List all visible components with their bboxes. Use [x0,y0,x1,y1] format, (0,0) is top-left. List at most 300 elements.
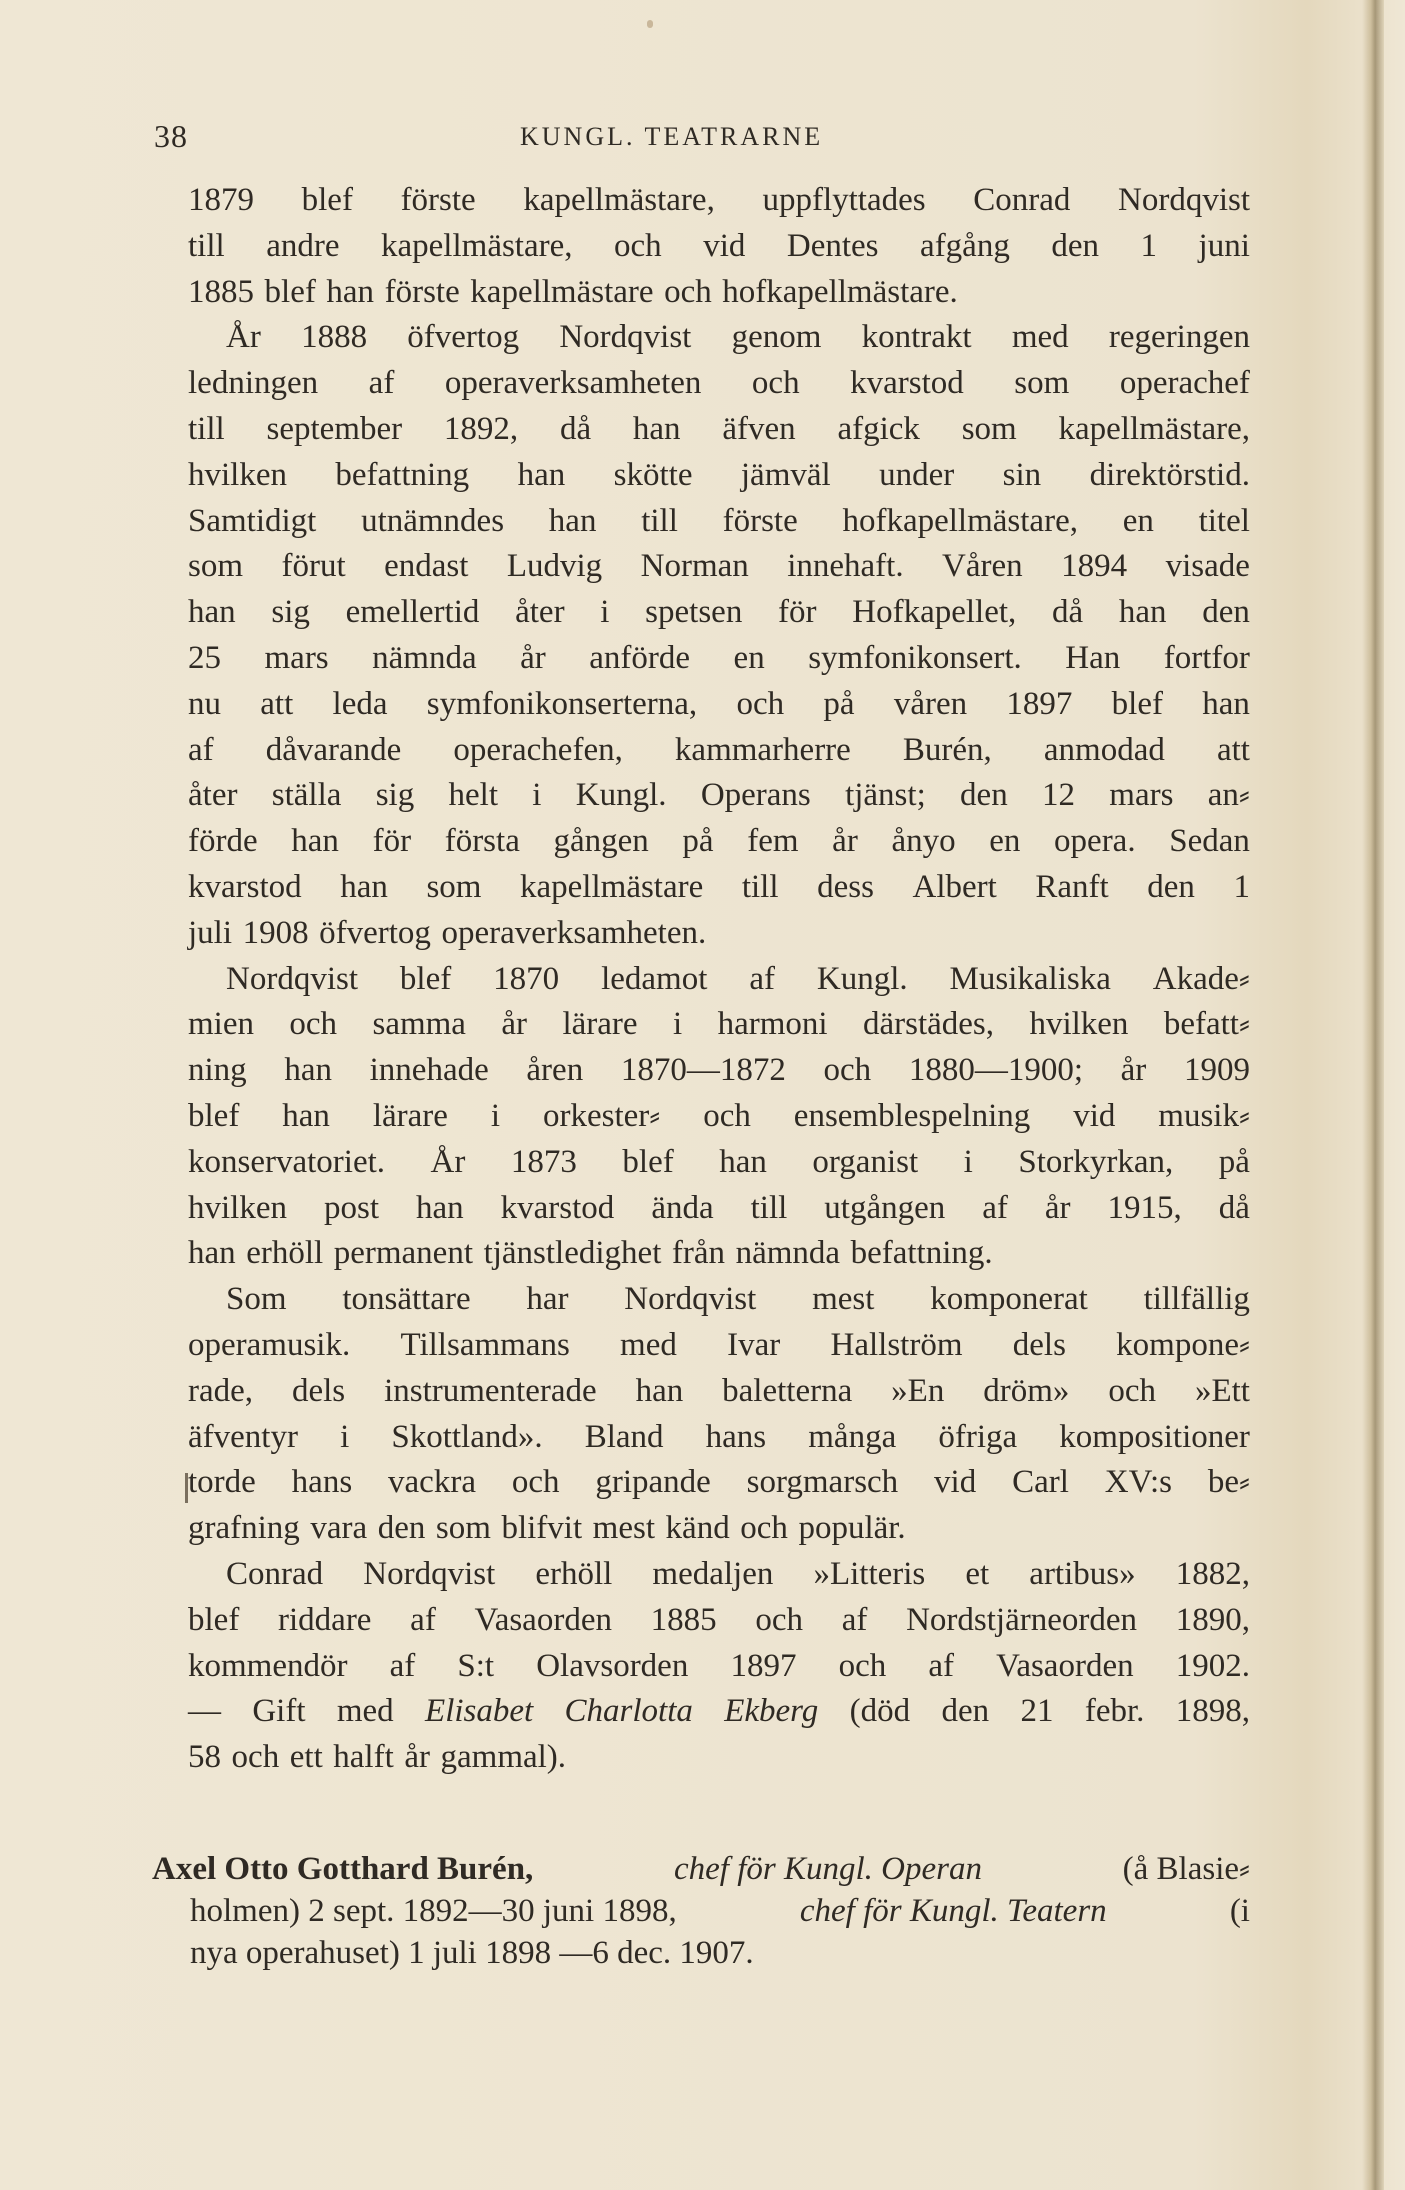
entry-text: (å Blasie⸗ [1122,1851,1250,1887]
word: fortfor [1163,639,1250,676]
text-line [188,728,1250,774]
word: leda [332,685,388,722]
word: mien [188,1006,254,1043]
text-line [188,453,1250,499]
word: blef [399,960,452,997]
word: ända [651,1189,714,1226]
word: 1888 [301,319,368,356]
word: i [600,594,610,631]
word: och [289,1006,338,1043]
word: under [879,456,955,493]
word: förde [188,823,258,860]
word: kvarstod [850,365,964,402]
word: nämnda [735,1235,841,1272]
word: han [1118,594,1167,631]
entry-text: holmen) 2 sept. 1892—30 juni 1898, [190,1893,677,1929]
word: i [340,1418,350,1455]
word: 1908 [242,914,309,951]
word: öfriga [938,1418,1018,1455]
word: år [1044,1189,1071,1226]
word: 1885 [650,1601,717,1638]
word: 25 [188,639,221,676]
word: 1892, [443,410,519,447]
paper-speck [647,20,653,28]
word: konservatoriet. [188,1143,386,1180]
running-title: KUNGL. TEATRARNE [520,122,824,151]
word: Tillsammans [400,1326,570,1363]
word: opera. [1054,823,1136,860]
word: första [444,823,520,860]
word: 1915, [1107,1189,1182,1226]
word: ånyo [891,823,956,860]
word: harmoni [717,1006,828,1043]
word: då [1052,594,1084,631]
word: och [664,273,712,310]
word: kontrakt [861,319,972,356]
word: han [282,1097,330,1134]
word: dåvarande [265,731,402,768]
word: af [389,1647,416,1684]
word: som [426,868,482,905]
word: dels [291,1372,346,1409]
word: sig [375,777,415,814]
word: post [323,1189,379,1226]
word: och [511,1464,560,1501]
word: mars [1109,777,1174,814]
word: hvilken [188,456,287,493]
word: S:t [457,1647,495,1684]
word: anförde [589,639,691,676]
word: Elisabet [425,1693,534,1730]
word: år [404,1739,430,1776]
word: 21 [1020,1693,1054,1730]
word: 12 [1042,777,1075,814]
word: innehade [369,1052,489,1089]
word: gången [553,823,649,860]
word: fem [747,823,799,860]
word: dess [817,868,874,905]
word: blef [301,182,353,218]
word: blef [188,1097,240,1134]
word: 1909 [1183,1052,1250,1089]
word: för [778,594,817,631]
word: vara [310,1510,368,1547]
word: Nordqvist [624,1281,757,1318]
word: Som [226,1281,287,1318]
word: Charlotta [564,1693,693,1730]
word: Vasaorden [996,1647,1134,1684]
word: öfvertog [407,319,520,356]
word: Akade⸗ [1152,960,1250,997]
word: en [1122,502,1154,539]
word: som [435,1510,491,1547]
text-line [188,1140,1250,1186]
word: i [490,1097,501,1134]
word: på [1218,1143,1250,1180]
word: baletterna [722,1372,853,1409]
word: att [1216,731,1250,768]
word: kapellmästare, [381,227,573,264]
word: han [291,823,339,860]
word: visade [1165,548,1250,585]
word: (död [849,1693,911,1730]
word: et [965,1555,990,1592]
word: af [982,1189,1008,1226]
word: på [682,823,714,860]
word: »Ett [1194,1372,1250,1409]
word: och [703,1097,751,1134]
word: Skottland». [391,1418,543,1455]
word: Musikaliska [949,960,1111,997]
word: och [823,1052,872,1089]
word: och [1108,1372,1157,1409]
word: 1880—1900; [908,1052,1083,1089]
text-line [188,911,1250,957]
word: titel [1198,502,1250,539]
entry-line [152,1890,1250,1932]
word: han [416,1189,464,1226]
word: år [832,823,858,860]
word: september [266,410,403,447]
word: en [989,823,1021,860]
word: permanent [333,1235,474,1272]
word: och [736,685,785,722]
word: operaverksamheten. [441,914,707,951]
word: 1898, [1175,1693,1250,1730]
word: kapellmästare [520,868,704,905]
word: populär. [798,1510,906,1547]
word: symfonikonsert. [808,639,1022,676]
word: förste [400,182,476,218]
word: uppflyttades [762,182,926,218]
word: till [641,502,678,539]
word: 1882, [1175,1555,1250,1592]
text-line [188,636,1250,682]
word: han [719,1143,767,1180]
word: instrumenterade [384,1372,597,1409]
word: af [841,1601,868,1638]
word: Hallström [830,1326,963,1363]
word: ett [289,1739,323,1776]
word: till [188,410,225,447]
word: vid [1073,1097,1116,1134]
word: blifvit [501,1510,583,1547]
word: grafning [188,1510,300,1547]
word: gammal). [440,1739,567,1776]
word: af [749,960,775,997]
text-line [188,1231,1250,1277]
word: som [961,410,1017,447]
word: vid [934,1464,977,1501]
word: Nordqvist [559,319,692,356]
word: Ranft [1035,868,1109,905]
word: Nordqvist [226,960,358,997]
word: musik⸗ [1158,1097,1250,1134]
word: blef [1111,685,1163,722]
word: från [671,1235,726,1272]
word: jämväl [740,456,831,493]
text-line [188,1048,1250,1094]
word: 58 [188,1739,221,1776]
word: äfven [722,410,796,447]
word: han [635,1372,684,1409]
word: 1885 [188,273,254,310]
word: Gift [252,1693,306,1730]
word: be⸗ [1207,1464,1250,1501]
text-line [188,1460,1250,1506]
page-gutter-shadow [1362,0,1384,2190]
word: och [751,365,800,402]
word: förste [384,273,460,310]
word: innehaft. [787,548,904,585]
word: ning [188,1052,247,1089]
word: riddare [278,1601,372,1638]
text-line [188,1369,1250,1415]
word: i [672,1006,683,1043]
text-line [188,178,1250,224]
entry-text: nya operahuset) 1 juli 1898 —6 dec. 1907. [190,1935,754,1971]
text-line [188,1735,1250,1781]
word: har [526,1281,569,1318]
running-head [0,118,1405,158]
word: erhöll [535,1555,613,1592]
word: kvarstod [188,868,302,905]
word: halft [333,1739,394,1776]
entry-role: chef för Kungl. Teatern [799,1893,1107,1929]
word: med [620,1326,677,1363]
word: 1890, [1175,1601,1250,1638]
word: 1902. [1175,1647,1250,1684]
text-line [188,270,1250,316]
word: Sedan [1169,823,1250,860]
word: våren [893,685,968,722]
word: genom [731,319,822,356]
word: af [368,365,395,402]
word: Nordstjärneorden [906,1601,1137,1638]
word: 1 [1233,868,1250,905]
text-line [188,773,1250,819]
word: då [1218,1189,1250,1226]
word: endast [384,548,469,585]
word: den [941,1693,990,1730]
word: Storkyrkan, [1018,1143,1174,1180]
word: kapellmästare, [523,182,715,218]
word: hans [705,1418,767,1455]
word: nämnda [372,639,477,676]
text-line [188,407,1250,453]
word: — [188,1693,221,1730]
word: År [430,1143,466,1180]
word: spetsen [645,594,743,631]
word: han [632,410,681,447]
word: febr. [1084,1693,1145,1730]
word: lärare [372,1097,448,1134]
word: kvarstod [500,1189,615,1226]
word: den [1202,594,1250,631]
entry-text: (i [1229,1893,1250,1929]
word: gripande [595,1464,711,1501]
word: juli [188,914,233,951]
word: ensemblespelning [793,1097,1031,1134]
word: känd [665,1510,730,1547]
text-line [188,865,1250,911]
word: anmodad [1043,731,1165,768]
word: med [336,1693,394,1730]
word: samma [372,1006,466,1043]
word: hvilken [188,1189,287,1226]
word: som [188,548,244,585]
word: därstädes, [862,1006,995,1043]
word: till [750,1189,788,1226]
word: kompone⸗ [1116,1326,1250,1363]
entry-name: Axel Otto Gotthard Burén, [152,1851,534,1887]
word: Ivar [727,1326,781,1363]
word: den [1051,227,1100,264]
word: och [231,1739,280,1776]
word: utgången [824,1189,946,1226]
word: hvilken [1029,1006,1129,1043]
text-line [188,957,1250,1003]
word: till [741,868,779,905]
word: han [517,456,566,493]
word: lärare [562,1006,638,1043]
entry-line [152,1932,1250,1974]
word: rade, [188,1372,254,1409]
word: Norman [640,548,749,585]
word: kammarherre [674,731,851,768]
word: och [740,1510,788,1547]
word: han [188,594,236,631]
word: komponerat [930,1281,1088,1318]
word: dröm» [983,1372,1070,1409]
word: Samtidigt [188,502,317,539]
body-text [188,178,1250,1781]
text-line [188,224,1250,270]
text-line [188,1506,1250,1552]
text-line [188,1277,1250,1323]
word: han [284,1052,332,1089]
word: operaverksamheten [444,365,702,402]
word: en [733,639,765,676]
word: i [532,777,542,814]
word: af [928,1647,955,1684]
word: andre [266,227,340,264]
word: på [823,685,855,722]
text-line [188,1186,1250,1232]
word: dels [1012,1326,1066,1363]
word: Conrad [226,1555,324,1592]
word: direktörstid. [1089,456,1250,493]
text-line [188,819,1250,865]
text-line [188,499,1250,545]
word: hofkapellmästare, [842,502,1078,539]
word: Burén, [902,731,992,768]
word: och [838,1647,887,1684]
word: af [410,1601,436,1638]
word: 1897 [1006,685,1073,722]
biography-entry [152,1848,1250,1974]
word: då [559,410,592,447]
word: kommendör [188,1647,348,1684]
word: och [614,227,662,264]
word: operamusik. [188,1326,351,1363]
word: torde [188,1464,256,1501]
word: hofkapellmästare. [722,273,958,310]
word: han [1202,685,1250,722]
word: sorgmarsch [746,1464,899,1501]
word: operachefen, [453,731,623,768]
word: kompositioner [1059,1418,1250,1455]
text-line [188,1689,1250,1735]
word: Nordqvist [363,1555,496,1592]
word: af [188,731,214,768]
word: Ludvig [506,548,603,585]
word: 1897 [730,1647,797,1684]
text-line [188,682,1250,728]
word: Conrad [973,182,1071,218]
word: tonsättare [342,1281,471,1318]
word: förut [281,548,346,585]
word: vid [703,227,746,264]
word: han [340,868,388,905]
word: Kungl. [816,960,908,997]
word: öfvertog [319,914,431,951]
word: Dentes [786,227,879,264]
word: befattning [335,456,470,493]
word: Kungl. [575,777,667,814]
word: mest [592,1510,655,1547]
word: 1873 [510,1143,577,1180]
word: hans [291,1464,353,1501]
word: befattning. [850,1235,993,1272]
word: Han [1065,639,1121,676]
word: förste [722,502,798,539]
word: Bland [584,1418,664,1455]
word: den [960,777,1008,814]
word: Carl [1012,1464,1069,1501]
word: många [808,1418,897,1455]
text-line [188,1552,1250,1598]
text-line [188,315,1250,361]
text-line [188,1002,1250,1048]
word: 1879 [188,182,254,218]
word: medaljen [652,1555,774,1592]
word: till [188,227,225,264]
word: som [1014,365,1070,402]
word: och [755,1601,804,1638]
word: år [501,1006,528,1043]
word: År [226,319,261,356]
text-line [188,1644,1250,1690]
word: Vasaorden [474,1601,612,1638]
word: den [1147,868,1195,905]
word: att [260,685,294,722]
word: han [188,1235,236,1272]
word: Nordqvist [1118,182,1250,218]
word: afgick [837,410,920,447]
word: emellertid [345,594,480,631]
word: den [377,1510,426,1547]
word: tillfällig [1143,1281,1250,1318]
word: blef [622,1143,674,1180]
word: 1870 [493,960,560,997]
word: »En [891,1372,945,1409]
word: med [1011,319,1069,356]
word: skötte [613,456,693,493]
word: ställa [271,777,342,814]
word: sig [271,594,310,631]
word: utnämndes [361,502,505,539]
